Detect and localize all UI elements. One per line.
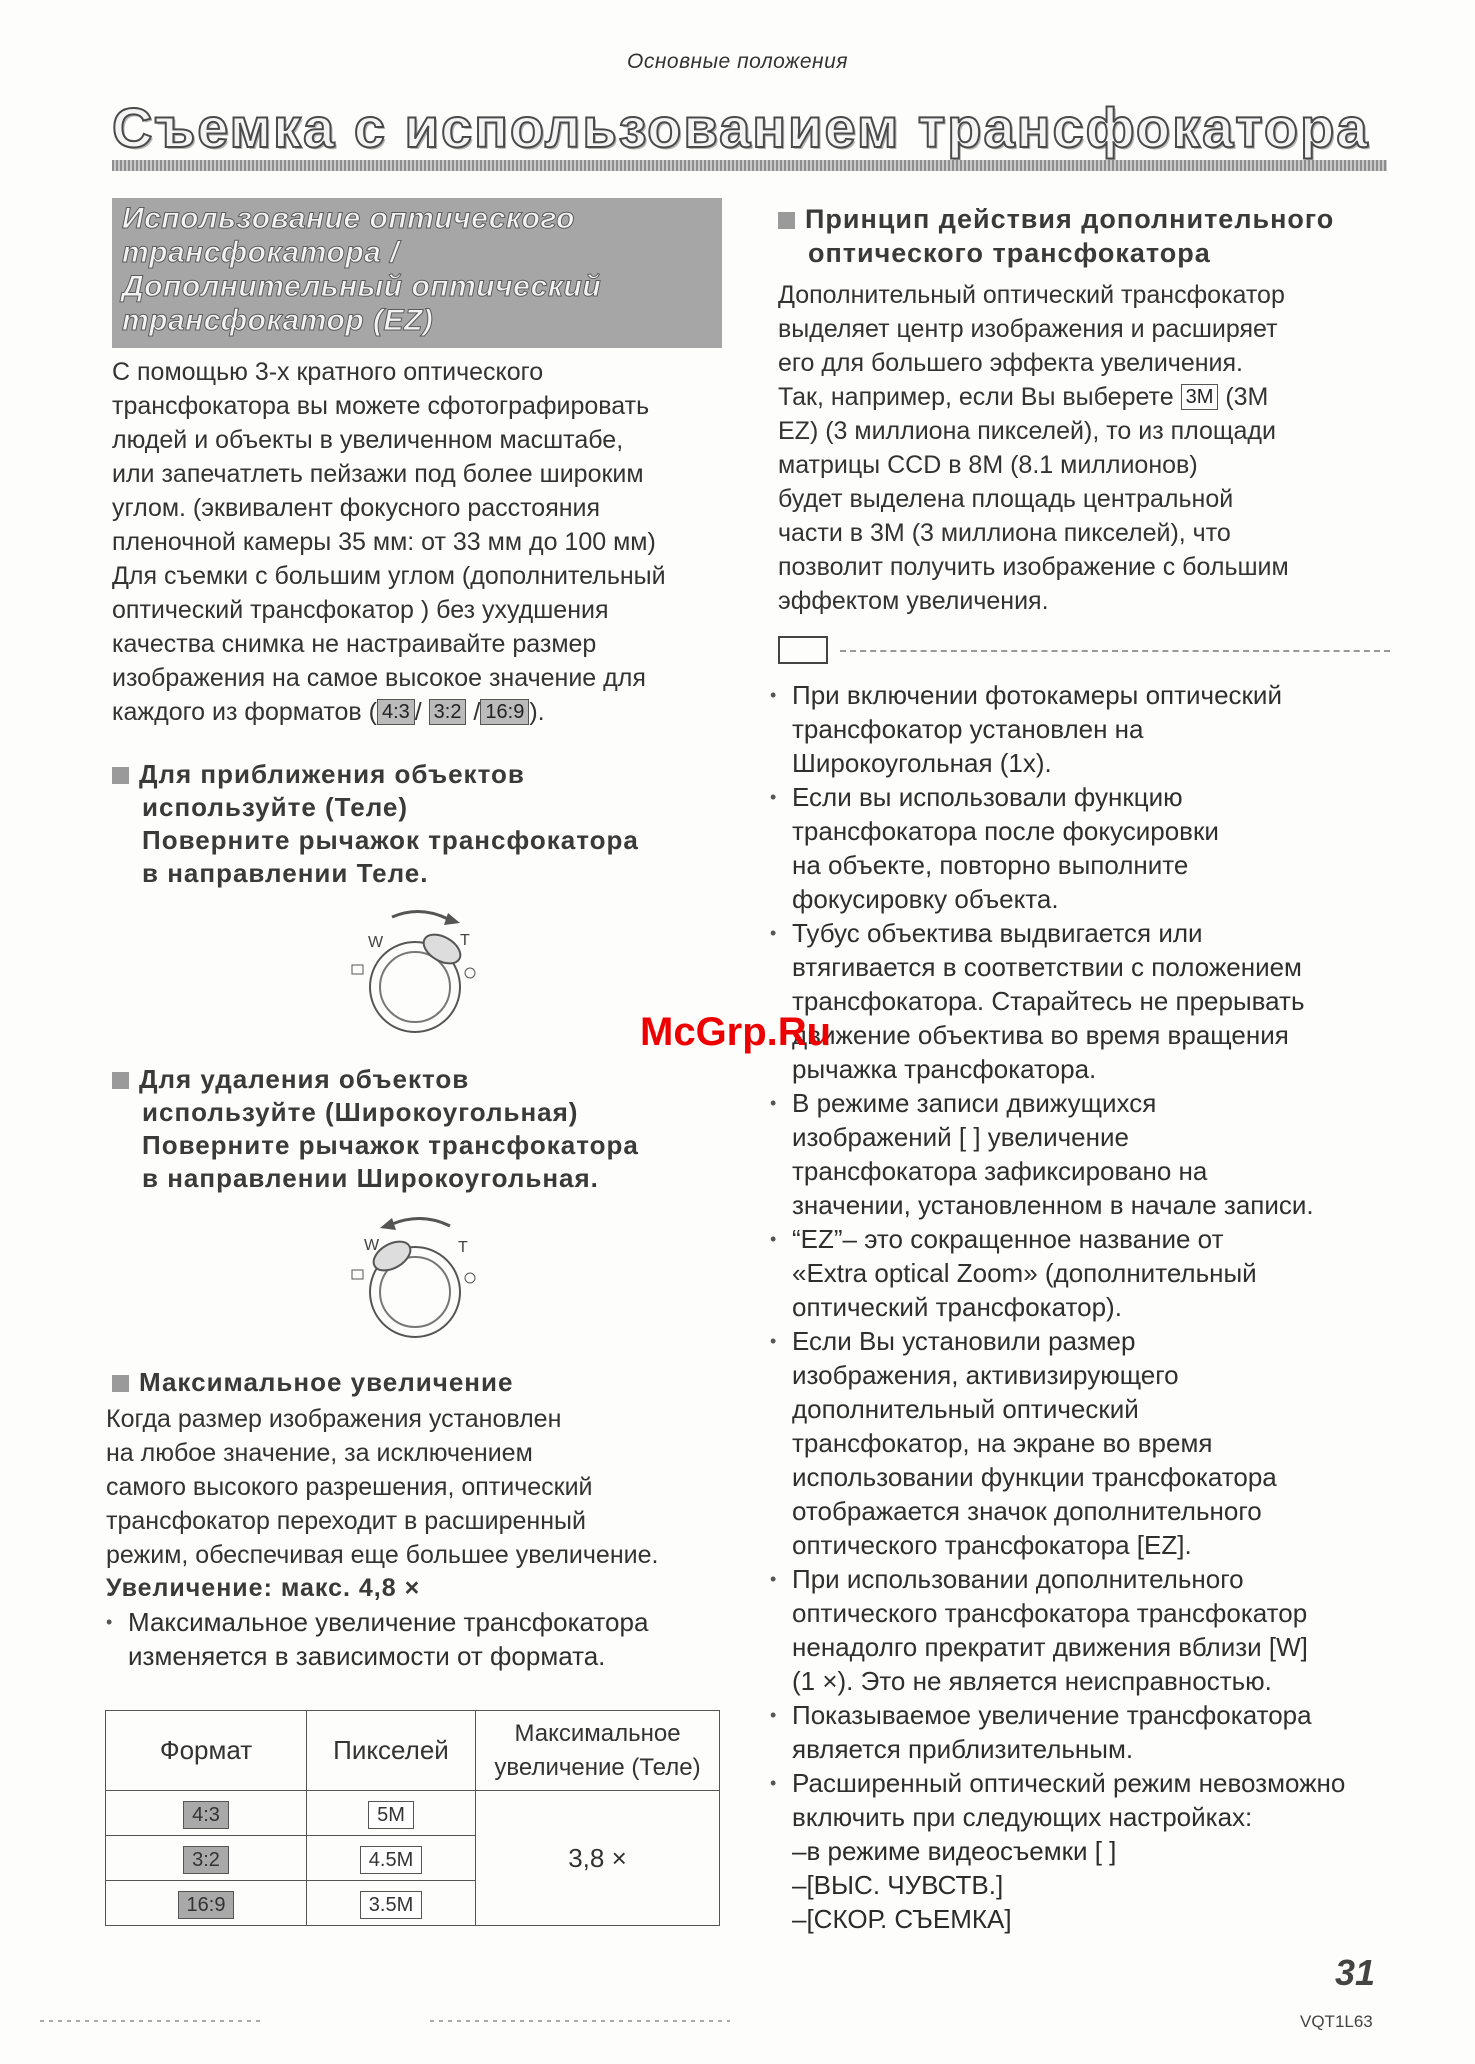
list-item (770, 1222, 1400, 1324)
principle-line: эффектом увеличения. (778, 587, 1049, 615)
notes-bullets (770, 678, 1400, 1834)
note-line: трансфокатор установлен на (792, 714, 1144, 744)
magnify-icon (465, 968, 475, 978)
table-header-row (106, 1711, 720, 1791)
wide-icon (352, 1270, 363, 1279)
max-zoom-line: самого высокого разрешения, оптический (106, 1473, 593, 1501)
table-row (106, 1791, 720, 1836)
section-title-line: Дополнительный оптический (122, 270, 602, 303)
note-line: включить при следующих настройках: (792, 1802, 1253, 1832)
note-line: • При использовании дополнительного (792, 1564, 1244, 1594)
title-underline (112, 160, 1387, 171)
note-line: изображения, активизирующего (792, 1360, 1179, 1390)
principle-line: его для большего эффекта увеличения. (778, 349, 1243, 377)
principle-text (778, 278, 1398, 618)
zoom-table (105, 1710, 720, 1926)
bullet-text: Максимальное увеличение трансфокатора (128, 1607, 649, 1637)
column-header-line: увеличение (Теле) (494, 1753, 701, 1781)
square-bullet-icon (112, 1375, 129, 1392)
note-line: отображается значок дополнительного (792, 1496, 1262, 1526)
section-header: Основные положения (627, 50, 848, 73)
aspect-4-3-icon: 4:3 (183, 1801, 229, 1829)
note-line: • Если вы использовали функцию (792, 782, 1183, 812)
list-item (770, 1698, 1400, 1766)
note-line: фокусировку объекта. (792, 884, 1059, 914)
intro-line: С помощью 3-х кратного оптического (112, 358, 544, 386)
format-cell (106, 1791, 307, 1836)
note-line: оптического трансфокатора [EZ]. (792, 1530, 1192, 1560)
wide-heading-line: в направлении Широкоугольная. (142, 1163, 599, 1193)
note-line: трансфокатора. Старайтесь не прерывать (792, 986, 1305, 1016)
principle-line: выделяет центр изображения и расширяет (778, 315, 1278, 343)
intro-line: пленочной камеры 35 мм: от 33 мм до 100 мм) (112, 528, 656, 556)
column-header (476, 1711, 720, 1791)
note-line: ненадолго прекратит движения вблизи [W] (792, 1632, 1308, 1662)
section-title-line: трансфокатор (EZ) (122, 304, 434, 337)
zoom-lever-wide-diagram (330, 1210, 490, 1345)
max-zoom-line: режим, обеспечивая еще большее увеличение. (106, 1541, 659, 1569)
note-line: Широкоугольная (1x). (792, 748, 1052, 778)
note-line: дополнительный оптический (792, 1394, 1139, 1424)
dial-t-label: T (458, 1239, 468, 1256)
intro-line: изображения на самое высокое значение для (112, 664, 646, 692)
format-cell (106, 1836, 307, 1881)
section-title-line: трансфокатора / (122, 236, 400, 269)
max-zoom-line: на любое значение, за исключением (106, 1439, 533, 1467)
list-item (770, 1562, 1400, 1698)
page-title: Съемка с использованием трансфокатора (112, 96, 1370, 159)
tele-heading-line: Для приближения объектов (139, 759, 525, 789)
aspect-4-3-icon: 4:3 (377, 699, 415, 725)
note-line: • Показываемое увеличение трансфокатора (792, 1700, 1312, 1730)
square-bullet-icon (112, 1072, 129, 1089)
wide-icon (352, 965, 363, 974)
note-line: оптический трансфокатор). (792, 1292, 1122, 1322)
list-item (106, 1605, 736, 1673)
principle-line: матрицы CCD в 8M (8.1 миллионов) (778, 451, 1198, 479)
intro-line: людей и объекты в увеличенном масштабе, (112, 426, 624, 454)
principle-heading-line: Принцип действия дополнительного (805, 204, 1335, 234)
size-3m-icon: 3M (1181, 384, 1219, 410)
note-line: движение объектива во время вращения (792, 1020, 1289, 1050)
intro-line: углом. (эквивалент фокусного расстояния (112, 494, 601, 522)
size-5m-icon: 5M (368, 1801, 414, 1829)
pixels-cell (307, 1836, 476, 1881)
size-4-5m-icon: 4.5M (360, 1846, 422, 1874)
principle-line: EZ) (3 миллиона пикселей), то из площади (778, 417, 1276, 445)
list-item (770, 678, 1400, 780)
note-line: • Если Вы установили размер (792, 1326, 1136, 1356)
note-line: значении, установленном в начале записи. (792, 1190, 1314, 1220)
max-zoom-heading-text: Максимальное увеличение (139, 1367, 514, 1397)
tele-heading-line: в направлении Теле. (142, 858, 429, 888)
column-header-line: Максимальное (514, 1719, 681, 1747)
note-line: втягивается в соответствии с положением (792, 952, 1302, 982)
list-item (770, 916, 1400, 1086)
max-zoom-line: Когда размер изображения установлен (106, 1405, 562, 1433)
principle-text-part: Так, например, если Вы выберете (778, 383, 1181, 411)
dial-t-label: T (460, 932, 470, 949)
principle-line: позволит получить изображение с большим (778, 553, 1289, 581)
magnify-icon (465, 1273, 475, 1283)
square-bullet-icon (778, 212, 795, 229)
max-zoom-cell: 3,8 × (476, 1791, 720, 1926)
zoom-lever-tele-diagram (330, 905, 490, 1040)
list-item (770, 1324, 1400, 1562)
document-code: VQT1L63 (1300, 2012, 1373, 2031)
note-line: трансфокатора после фокусировки (792, 816, 1219, 846)
note-line: • Расширенный оптический режим невозможно (792, 1768, 1346, 1798)
intro-text: ). (529, 698, 545, 726)
square-bullet-icon (112, 767, 129, 784)
max-zoom-line: трансфокатор переходит в расширенный (106, 1507, 586, 1535)
list-item (770, 1766, 1400, 1834)
max-zoom-text (106, 1402, 736, 1673)
tele-heading-line: используйте (Теле) (142, 792, 409, 822)
size-3-5m-icon: 3.5M (360, 1891, 422, 1919)
column-header: Пикселей (307, 1711, 476, 1791)
format-cell (106, 1881, 307, 1926)
intro-line: оптический трансфокатор ) без ухудшения (112, 596, 609, 624)
intro-line: трансфокатора вы можете сфотографировать (112, 392, 650, 420)
magnification-value: Увеличение: макс. 4,8 × (106, 1574, 421, 1602)
wide-heading-line: Поверните рычажок трансфокатора (142, 1130, 639, 1160)
wide-heading-line: используйте (Широкоугольная) (142, 1097, 579, 1127)
section-title-box (112, 198, 722, 348)
sub-item: –[ВЫС. ЧУВСТВ.] (792, 1870, 1004, 1900)
list-item (770, 780, 1400, 916)
note-line: трансфокатор, на экране во время (792, 1428, 1213, 1458)
memo-icon (778, 636, 828, 664)
note-line: • В режиме записи движущихся (792, 1088, 1157, 1118)
intro-line: или запечатлеть пейзажи под более широким (112, 460, 644, 488)
intro-text: каждого из форматов ( (112, 698, 377, 726)
note-line: • При включении фотокамеры оптический (792, 680, 1282, 710)
note-line: «Extra optical Zoom» (дополнительный (792, 1258, 1257, 1288)
wide-heading-line: Для удаления объектов (139, 1064, 470, 1094)
note-line: • Тубус объектива выдвигается или (792, 918, 1203, 948)
note-line: рычажка трансфокатора. (792, 1054, 1097, 1084)
list-item (770, 1086, 1400, 1222)
principle-heading-line: оптического трансфокатора (808, 238, 1211, 268)
sub-items (770, 1834, 1400, 1936)
sub-item: –[СКОР. СЪЕМКА] (792, 1904, 1012, 1934)
max-zoom-heading (112, 1366, 732, 1399)
tele-heading (112, 758, 732, 890)
memo-divider (840, 650, 1390, 652)
note-line: на объекте, повторно выполните (792, 850, 1189, 880)
principle-line: Дополнительный оптический трансфокатор (778, 281, 1285, 309)
dial-w-label: W (364, 1237, 380, 1254)
footer-artifact (40, 2020, 260, 2022)
intro-paragraph (112, 355, 732, 729)
note-line: изображений [ ] увеличение (792, 1122, 1129, 1152)
column-header: Формат (106, 1711, 307, 1791)
principle-line: будет выделена площадь центральной (778, 485, 1234, 513)
intro-line: качества снимка не настраивайте размер (112, 630, 597, 658)
watermark: McGrp.Ru (640, 1010, 832, 1054)
pixels-cell (307, 1791, 476, 1836)
note-line: • “EZ”– это сокращенное название от (792, 1224, 1224, 1254)
footer-artifact (430, 2020, 730, 2022)
principle-heading (778, 202, 1398, 270)
intro-line: каждого из форматов ( 4:3 / 3:2 / 16:9 ). (112, 698, 545, 726)
section-title-line: Использование оптического (122, 202, 575, 235)
aspect-16-9-icon: 16:9 (480, 699, 529, 725)
note-line: оптического трансфокатора трансфокатор (792, 1598, 1308, 1628)
principle-line: части в 3M (3 миллиона пикселей), что (778, 519, 1231, 547)
tele-heading-line: Поверните рычажок трансфокатора (142, 825, 639, 855)
wide-heading (112, 1063, 732, 1195)
note-line: является приблизительным. (792, 1734, 1134, 1764)
aspect-16-9-icon: 16:9 (178, 1891, 235, 1919)
aspect-3-2-icon: 3:2 (183, 1846, 229, 1874)
intro-line: Для съемки с большим углом (дополнительный (112, 562, 666, 590)
principle-line (778, 380, 1398, 414)
bullet-text: изменяется в зависимости от формата. (128, 1641, 606, 1671)
dial-w-label: W (368, 934, 384, 951)
pixels-cell (307, 1881, 476, 1926)
page-number: 31 (1335, 1952, 1376, 1993)
principle-text-part: (3M (1218, 383, 1269, 411)
max-zoom-bullet (106, 1605, 736, 1673)
aspect-3-2-icon: 3:2 (429, 699, 467, 725)
note-line: (1 ×). Это не является неисправностью. (792, 1666, 1272, 1696)
notes-list (770, 678, 1400, 1936)
note-line: трансфокатора зафиксировано на (792, 1156, 1208, 1186)
note-line: использовании функции трансфокатора (792, 1462, 1277, 1492)
sub-item: –в режиме видеосъемки [ ] (792, 1836, 1117, 1866)
